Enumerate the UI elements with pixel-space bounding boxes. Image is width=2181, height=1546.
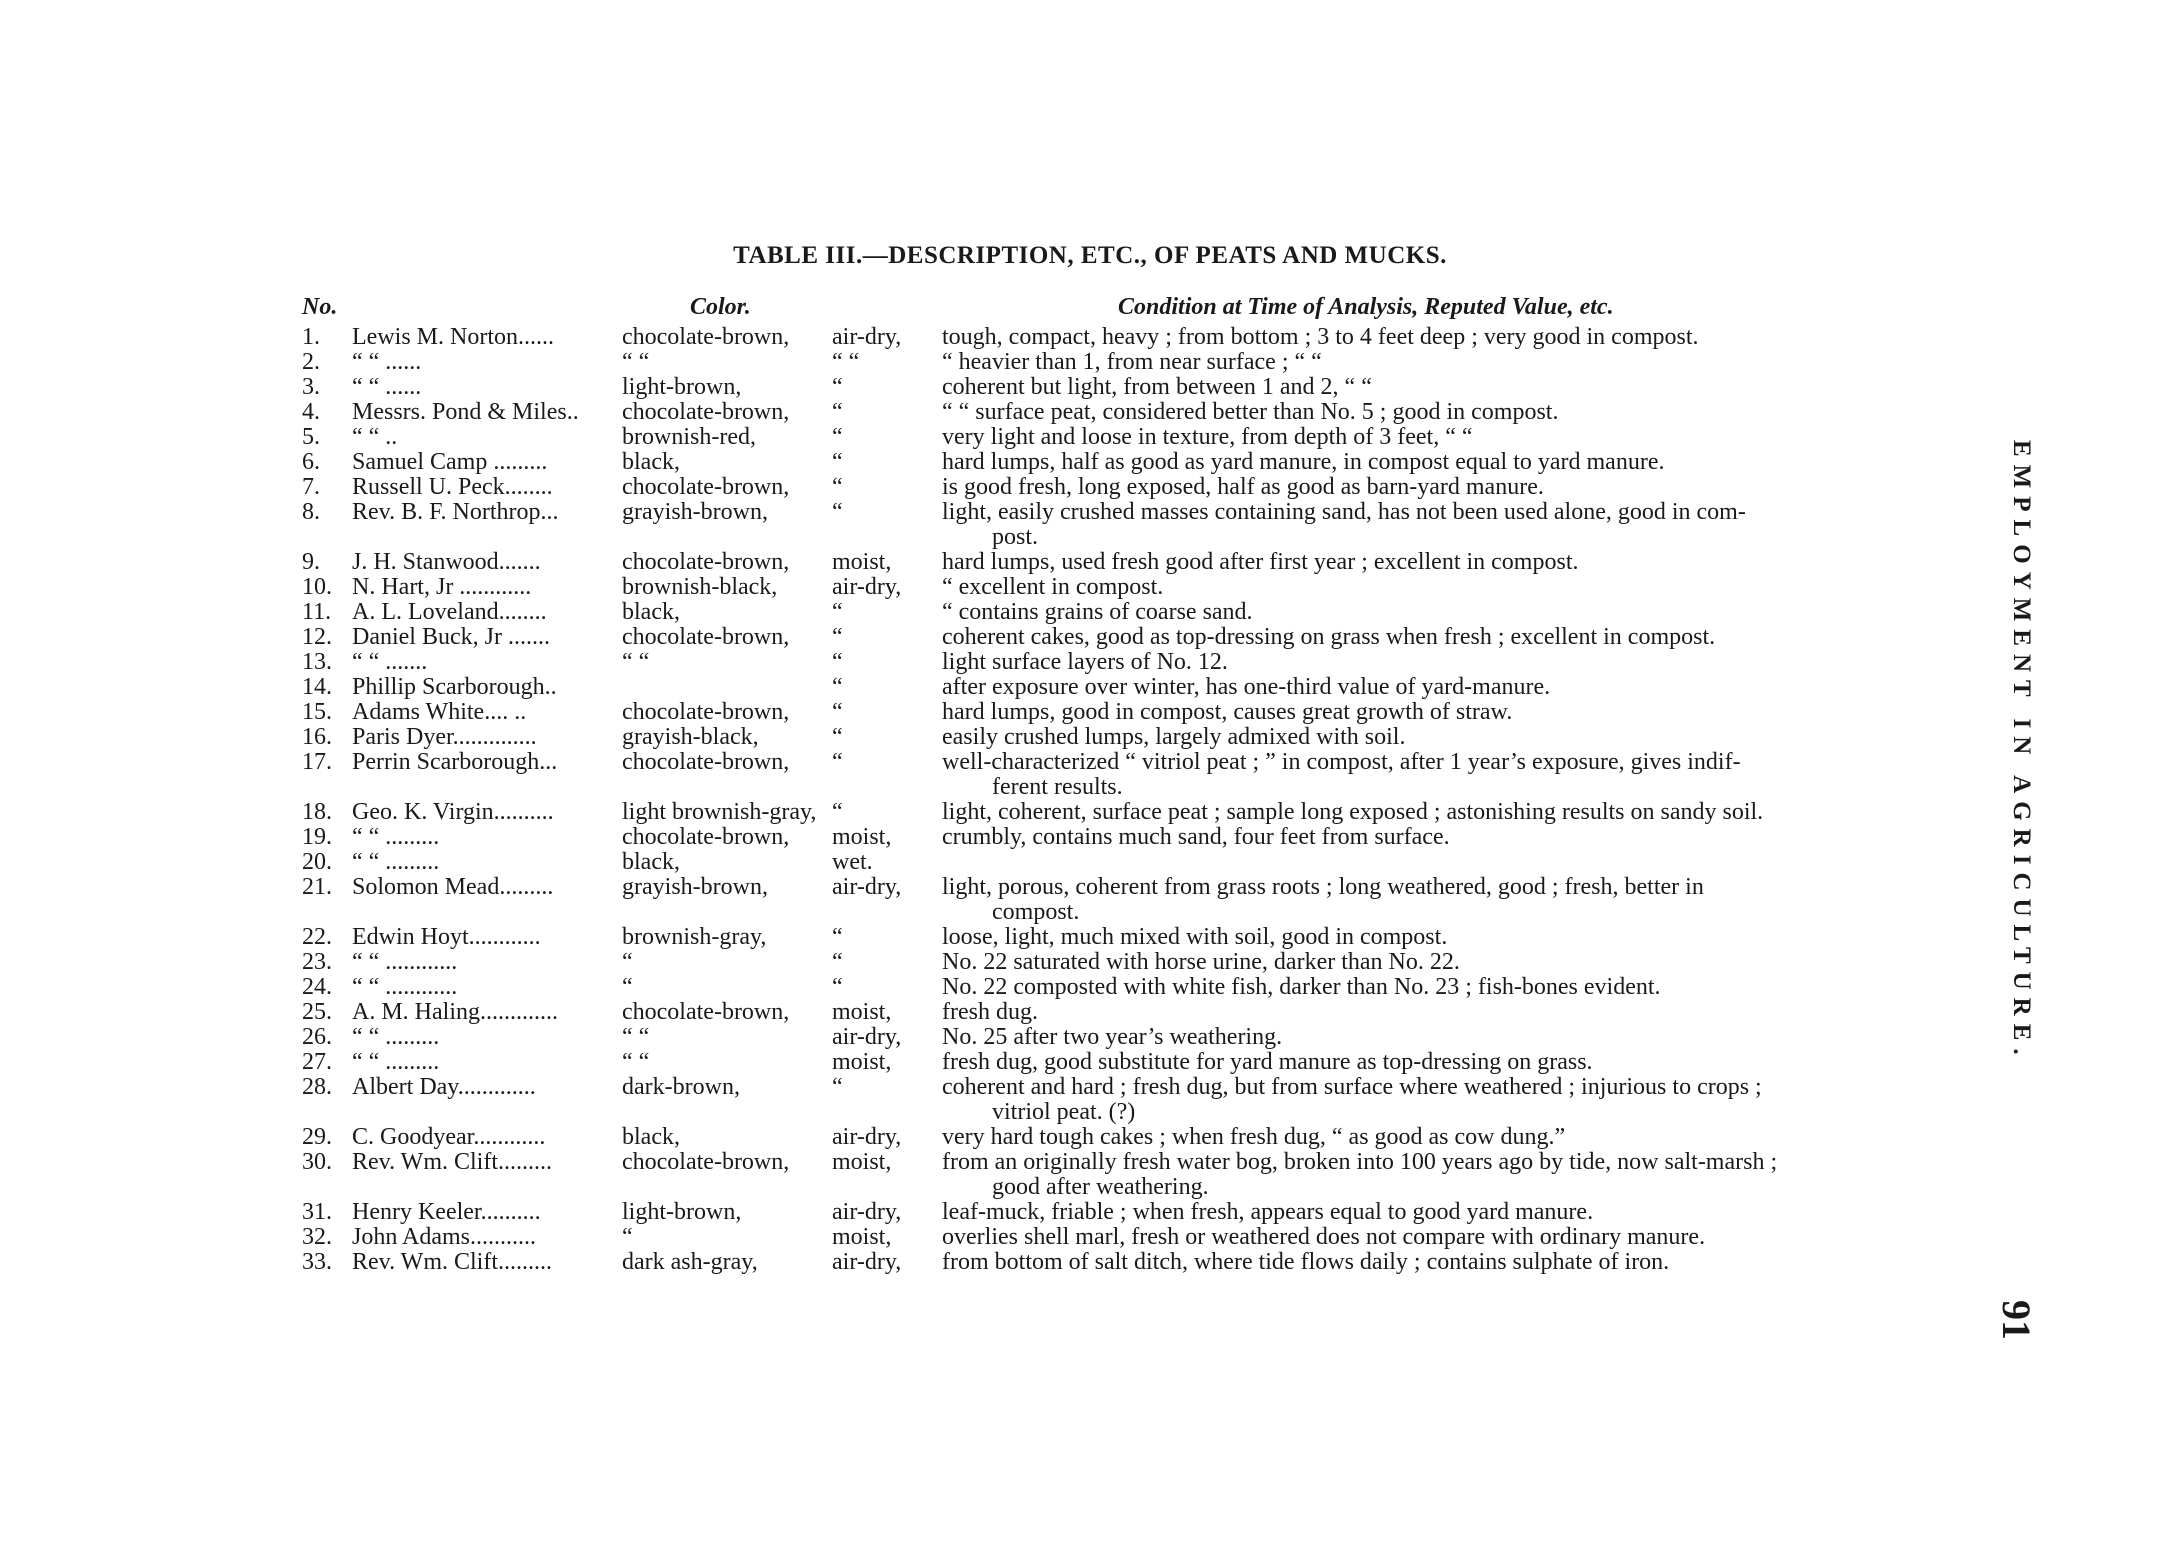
sample-color: black, — [622, 849, 680, 875]
sample-color: chocolate-brown, — [622, 824, 790, 850]
table-row — [302, 375, 1982, 400]
sample-condition: well-characterized “ vitriol peat ; ” in compost, after 1 year’s exposure, gives indif- — [942, 749, 1741, 775]
sample-state: moist, — [832, 824, 892, 850]
sample-condition: coherent cakes, good as top-dressing on grass when fresh ; excellent in compost. — [942, 624, 1716, 650]
sample-color: brownish-red, — [622, 424, 756, 450]
row-number: 8. — [302, 499, 320, 525]
table-row — [302, 1025, 1982, 1050]
sample-state: “ — [832, 699, 843, 725]
sample-color: chocolate-brown, — [622, 549, 790, 575]
sample-condition: hard lumps, good in compost, causes great growth of straw. — [942, 699, 1513, 725]
sample-condition: “ heavier than 1, from near surface ; “ “ — [942, 349, 1322, 375]
sample-condition: very light and loose in texture, from depth of 3 feet, “ “ — [942, 424, 1473, 450]
row-number: 33. — [302, 1249, 332, 1275]
sample-condition: No. 22 composted with white fish, darker than No. 23 ; fish-bones evident. — [942, 974, 1661, 1000]
row-number: 12. — [302, 624, 332, 650]
sample-source: “ “ ...... — [352, 375, 422, 400]
table-row — [302, 1000, 1982, 1025]
sample-source: A. L. Loveland........ — [352, 600, 547, 625]
sample-color: chocolate-brown, — [622, 1149, 790, 1175]
sample-source: Daniel Buck, Jr ....... — [352, 625, 550, 650]
sample-color: brownish-black, — [622, 574, 778, 600]
row-number: 17. — [302, 749, 332, 775]
sample-condition: fresh dug. — [942, 999, 1038, 1025]
table-title: TABLE III.—DESCRIPTION, ETC., OF PEATS AND MUCKS. — [733, 242, 1447, 269]
row-number: 29. — [302, 1124, 332, 1150]
sample-state: “ — [832, 649, 843, 675]
sample-color: “ “ — [622, 349, 650, 375]
sample-condition: No. 25 after two year’s weathering. — [942, 1024, 1283, 1050]
sample-condition: after exposure over winter, has one-third value of yard-manure. — [942, 674, 1551, 700]
sample-condition: is good fresh, long exposed, half as good as barn-yard manure. — [942, 474, 1544, 500]
sample-color: “ “ — [622, 649, 650, 675]
condition-continuation: good after weathering. — [992, 1174, 1209, 1200]
table-row — [302, 700, 1982, 725]
sample-state: moist, — [832, 999, 892, 1025]
table-row — [302, 425, 1982, 450]
row-number: 15. — [302, 699, 332, 725]
sample-state: air-dry, — [832, 1249, 902, 1275]
sample-source: “ “ ...... — [352, 350, 422, 375]
row-number: 22. — [302, 924, 332, 950]
row-number: 1. — [302, 324, 320, 350]
sample-color: light-brown, — [622, 1199, 742, 1225]
row-number: 5. — [302, 424, 320, 450]
sample-color: “ — [622, 974, 633, 1000]
sample-state: air-dry, — [832, 574, 902, 600]
row-number: 31. — [302, 1199, 332, 1225]
sample-condition: “ excellent in compost. — [942, 574, 1164, 600]
table-row-continuation — [302, 900, 1982, 925]
sample-color: chocolate-brown, — [622, 399, 790, 425]
sample-source: Rev. Wm. Clift......... — [352, 1250, 552, 1275]
sample-condition: tough, compact, heavy ; from bottom ; 3 to 4 feet deep ; very good in compost. — [942, 324, 1699, 350]
sample-color: chocolate-brown, — [622, 324, 790, 350]
sample-source: J. H. Stanwood....... — [352, 550, 541, 575]
table-row — [302, 1200, 1982, 1225]
sample-color: black, — [622, 1124, 680, 1150]
sample-state: “ — [832, 749, 843, 775]
table-row — [302, 1225, 1982, 1250]
sample-color: dark-brown, — [622, 1074, 740, 1100]
row-number: 14. — [302, 674, 332, 700]
row-number: 20. — [302, 849, 332, 875]
table-row — [302, 650, 1982, 675]
sample-color: chocolate-brown, — [622, 749, 790, 775]
sample-condition: crumbly, contains much sand, four feet from surface. — [942, 824, 1450, 850]
table-row — [302, 1125, 1982, 1150]
sample-source: “ “ ......... — [352, 825, 440, 850]
table-row-continuation — [302, 525, 1982, 550]
sample-state: air-dry, — [832, 1199, 902, 1225]
sample-state: air-dry, — [832, 874, 902, 900]
table-row — [302, 725, 1982, 750]
sample-source: Perrin Scarborough... — [352, 750, 558, 775]
sample-condition: easily crushed lumps, largely admixed with soil. — [942, 724, 1406, 750]
sample-condition: hard lumps, used fresh good after first year ; excellent in compost. — [942, 549, 1579, 575]
sample-state: “ — [832, 424, 843, 450]
sample-state: “ — [832, 624, 843, 650]
sample-source: Henry Keeler.......... — [352, 1200, 541, 1225]
sample-color: brownish-gray, — [622, 924, 767, 950]
row-number: 24. — [302, 974, 332, 1000]
sample-source: Rev. Wm. Clift......... — [352, 1150, 552, 1175]
sample-color: black, — [622, 449, 680, 475]
sample-color: black, — [622, 599, 680, 625]
sample-source: “ “ ......... — [352, 1050, 440, 1075]
sample-source: “ “ .. — [352, 425, 398, 450]
sample-source: Solomon Mead......... — [352, 875, 554, 900]
table-row — [302, 400, 1982, 425]
row-number: 18. — [302, 799, 332, 825]
column-header-no: No. — [302, 294, 338, 320]
sample-state: “ — [832, 799, 843, 825]
table-row — [302, 575, 1982, 600]
sample-condition: light surface layers of No. 12. — [942, 649, 1228, 675]
table-row — [302, 950, 1982, 975]
table-row-continuation — [302, 1175, 1982, 1200]
sample-source: Messrs. Pond & Miles.. — [352, 400, 579, 425]
row-number: 10. — [302, 574, 332, 600]
sample-source: Rev. B. F. Northrop... — [352, 500, 559, 525]
row-number: 4. — [302, 399, 320, 425]
sample-state: wet. — [832, 849, 873, 875]
sample-state: “ — [832, 974, 843, 1000]
column-header-condition: Condition at Time of Analysis, Reputed Value, etc. — [1118, 294, 1614, 320]
row-number: 9. — [302, 549, 320, 575]
table-body — [302, 325, 1982, 1275]
sample-color: light brownish-gray, — [622, 799, 817, 825]
row-number: 3. — [302, 374, 320, 400]
table-row — [302, 325, 1982, 350]
sample-state: “ — [832, 449, 843, 475]
sample-color: “ “ — [622, 1049, 650, 1075]
sample-source: Edwin Hoyt............ — [352, 925, 541, 950]
sample-state: “ — [832, 949, 843, 975]
sample-state: “ — [832, 399, 843, 425]
table-row — [302, 1075, 1982, 1100]
sample-source: Phillip Scarborough.. — [352, 675, 557, 700]
sample-condition: No. 22 saturated with horse urine, darker than No. 22. — [942, 949, 1460, 975]
sample-source: Geo. K. Virgin.......... — [352, 800, 554, 825]
row-number: 2. — [302, 349, 320, 375]
table-row — [302, 1250, 1982, 1275]
row-number: 19. — [302, 824, 332, 850]
sample-source: “ “ ....... — [352, 650, 428, 675]
sample-source: Lewis M. Norton...... — [352, 325, 554, 350]
sample-source: C. Goodyear............ — [352, 1125, 546, 1150]
sample-condition: light, coherent, surface peat ; sample long exposed ; astonishing results on sandy soil. — [942, 799, 1764, 825]
sample-source: Paris Dyer.............. — [352, 725, 537, 750]
row-number: 27. — [302, 1049, 332, 1075]
sample-state: moist, — [832, 549, 892, 575]
sample-source: N. Hart, Jr ............ — [352, 575, 532, 600]
table-row-continuation — [302, 775, 1982, 800]
sample-condition: “ “ surface peat, considered better than No. 5 ; good in compost. — [942, 399, 1559, 425]
row-number: 30. — [302, 1149, 332, 1175]
sample-source: “ “ ......... — [352, 1025, 440, 1050]
sample-source: Albert Day............. — [352, 1075, 536, 1100]
table-row-continuation — [302, 1100, 1982, 1125]
table-row — [302, 925, 1982, 950]
sample-condition: leaf-muck, friable ; when fresh, appears equal to good yard manure. — [942, 1199, 1594, 1225]
sample-condition: from bottom of salt ditch, where tide flows daily ; contains sulphate of iron. — [942, 1249, 1670, 1275]
table-row — [302, 750, 1982, 775]
row-number: 25. — [302, 999, 332, 1025]
table-row — [302, 500, 1982, 525]
sample-source: “ “ ............ — [352, 950, 458, 975]
condition-continuation: vitriol peat. (?) — [992, 1099, 1136, 1125]
table-row — [302, 625, 1982, 650]
sample-source: A. M. Haling............. — [352, 1000, 558, 1025]
table-row — [302, 975, 1982, 1000]
table-row — [302, 475, 1982, 500]
sample-condition: overlies shell marl, fresh or weathered does not compare with ordinary manure. — [942, 1224, 1706, 1250]
sample-state: “ — [832, 1074, 843, 1100]
condition-continuation: post. — [992, 524, 1039, 550]
sample-color: chocolate-brown, — [622, 624, 790, 650]
sample-source: Russell U. Peck........ — [352, 475, 553, 500]
row-number: 16. — [302, 724, 332, 750]
sample-state: moist, — [832, 1049, 892, 1075]
table-row — [302, 675, 1982, 700]
row-number: 21. — [302, 874, 332, 900]
row-number: 32. — [302, 1224, 332, 1250]
sample-state: air-dry, — [832, 1124, 902, 1150]
sample-condition: coherent but light, from between 1 and 2, “ “ — [942, 374, 1372, 400]
sample-source: John Adams........... — [352, 1225, 537, 1250]
sample-state: “ — [832, 924, 843, 950]
row-number: 23. — [302, 949, 332, 975]
condition-continuation: ferent results. — [992, 774, 1123, 800]
sample-condition: coherent and hard ; fresh dug, but from surface where weathered ; injurious to crops ; — [942, 1074, 1762, 1100]
sample-state: moist, — [832, 1224, 892, 1250]
sample-color: light-brown, — [622, 374, 742, 400]
row-number: 11. — [302, 599, 332, 625]
sample-condition: hard lumps, half as good as yard manure, in compost equal to yard manure. — [942, 449, 1665, 475]
condition-continuation: compost. — [992, 899, 1080, 925]
sample-condition: very hard tough cakes ; when fresh dug, “ as good as cow dung.” — [942, 1124, 1566, 1150]
row-number: 28. — [302, 1074, 332, 1100]
sample-state: “ — [832, 724, 843, 750]
row-number: 7. — [302, 474, 320, 500]
sample-source: Adams White.... .. — [352, 700, 527, 725]
sample-state: air-dry, — [832, 1024, 902, 1050]
sample-state: “ — [832, 674, 843, 700]
table-row — [302, 350, 1982, 375]
sample-state: “ — [832, 474, 843, 500]
sample-color: “ — [622, 1224, 633, 1250]
column-header-color: Color. — [690, 294, 751, 320]
sample-condition: light, porous, coherent from grass roots ; long weathered, good ; fresh, better in — [942, 874, 1704, 900]
sample-color: chocolate-brown, — [622, 474, 790, 500]
sample-state: moist, — [832, 1149, 892, 1175]
sample-state: “ — [832, 374, 843, 400]
running-head: EMPLOYMENT IN AGRICULTURE. — [2008, 440, 2035, 1063]
row-number: 26. — [302, 1024, 332, 1050]
row-number: 13. — [302, 649, 332, 675]
table-row — [302, 800, 1982, 825]
sample-condition: “ contains grains of coarse sand. — [942, 599, 1253, 625]
sample-color: grayish-brown, — [622, 499, 768, 525]
sample-condition: loose, light, much mixed with soil, good in compost. — [942, 924, 1448, 950]
table-row — [302, 875, 1982, 900]
sample-condition: from an originally fresh water bog, broken into 100 years ago by tide, now salt-marsh ; — [942, 1149, 1778, 1175]
table-row — [302, 1050, 1982, 1075]
sample-color: chocolate-brown, — [622, 699, 790, 725]
table-row — [302, 550, 1982, 575]
sample-color: “ — [622, 949, 633, 975]
table-row — [302, 825, 1982, 850]
sample-color: grayish-brown, — [622, 874, 768, 900]
table-row — [302, 450, 1982, 475]
sample-state: “ — [832, 499, 843, 525]
sample-state: “ “ — [832, 349, 860, 375]
table-row — [302, 1150, 1982, 1175]
sample-condition: light, easily crushed masses containing sand, has not been used alone, good in com- — [942, 499, 1746, 525]
table-row — [302, 850, 1982, 875]
sample-source: “ “ ............ — [352, 975, 458, 1000]
page-number: 91 — [1994, 1300, 2039, 1340]
sample-source: Samuel Camp ......... — [352, 450, 548, 475]
sample-condition: fresh dug, good substitute for yard manure as top-dressing on grass. — [942, 1049, 1593, 1075]
sample-state: “ — [832, 599, 843, 625]
sample-color: chocolate-brown, — [622, 999, 790, 1025]
table-row — [302, 600, 1982, 625]
sample-color: “ “ — [622, 1024, 650, 1050]
sample-color: dark ash-gray, — [622, 1249, 758, 1275]
sample-state: air-dry, — [832, 324, 902, 350]
sample-source: “ “ ......... — [352, 850, 440, 875]
sample-color: grayish-black, — [622, 724, 759, 750]
row-number: 6. — [302, 449, 320, 475]
